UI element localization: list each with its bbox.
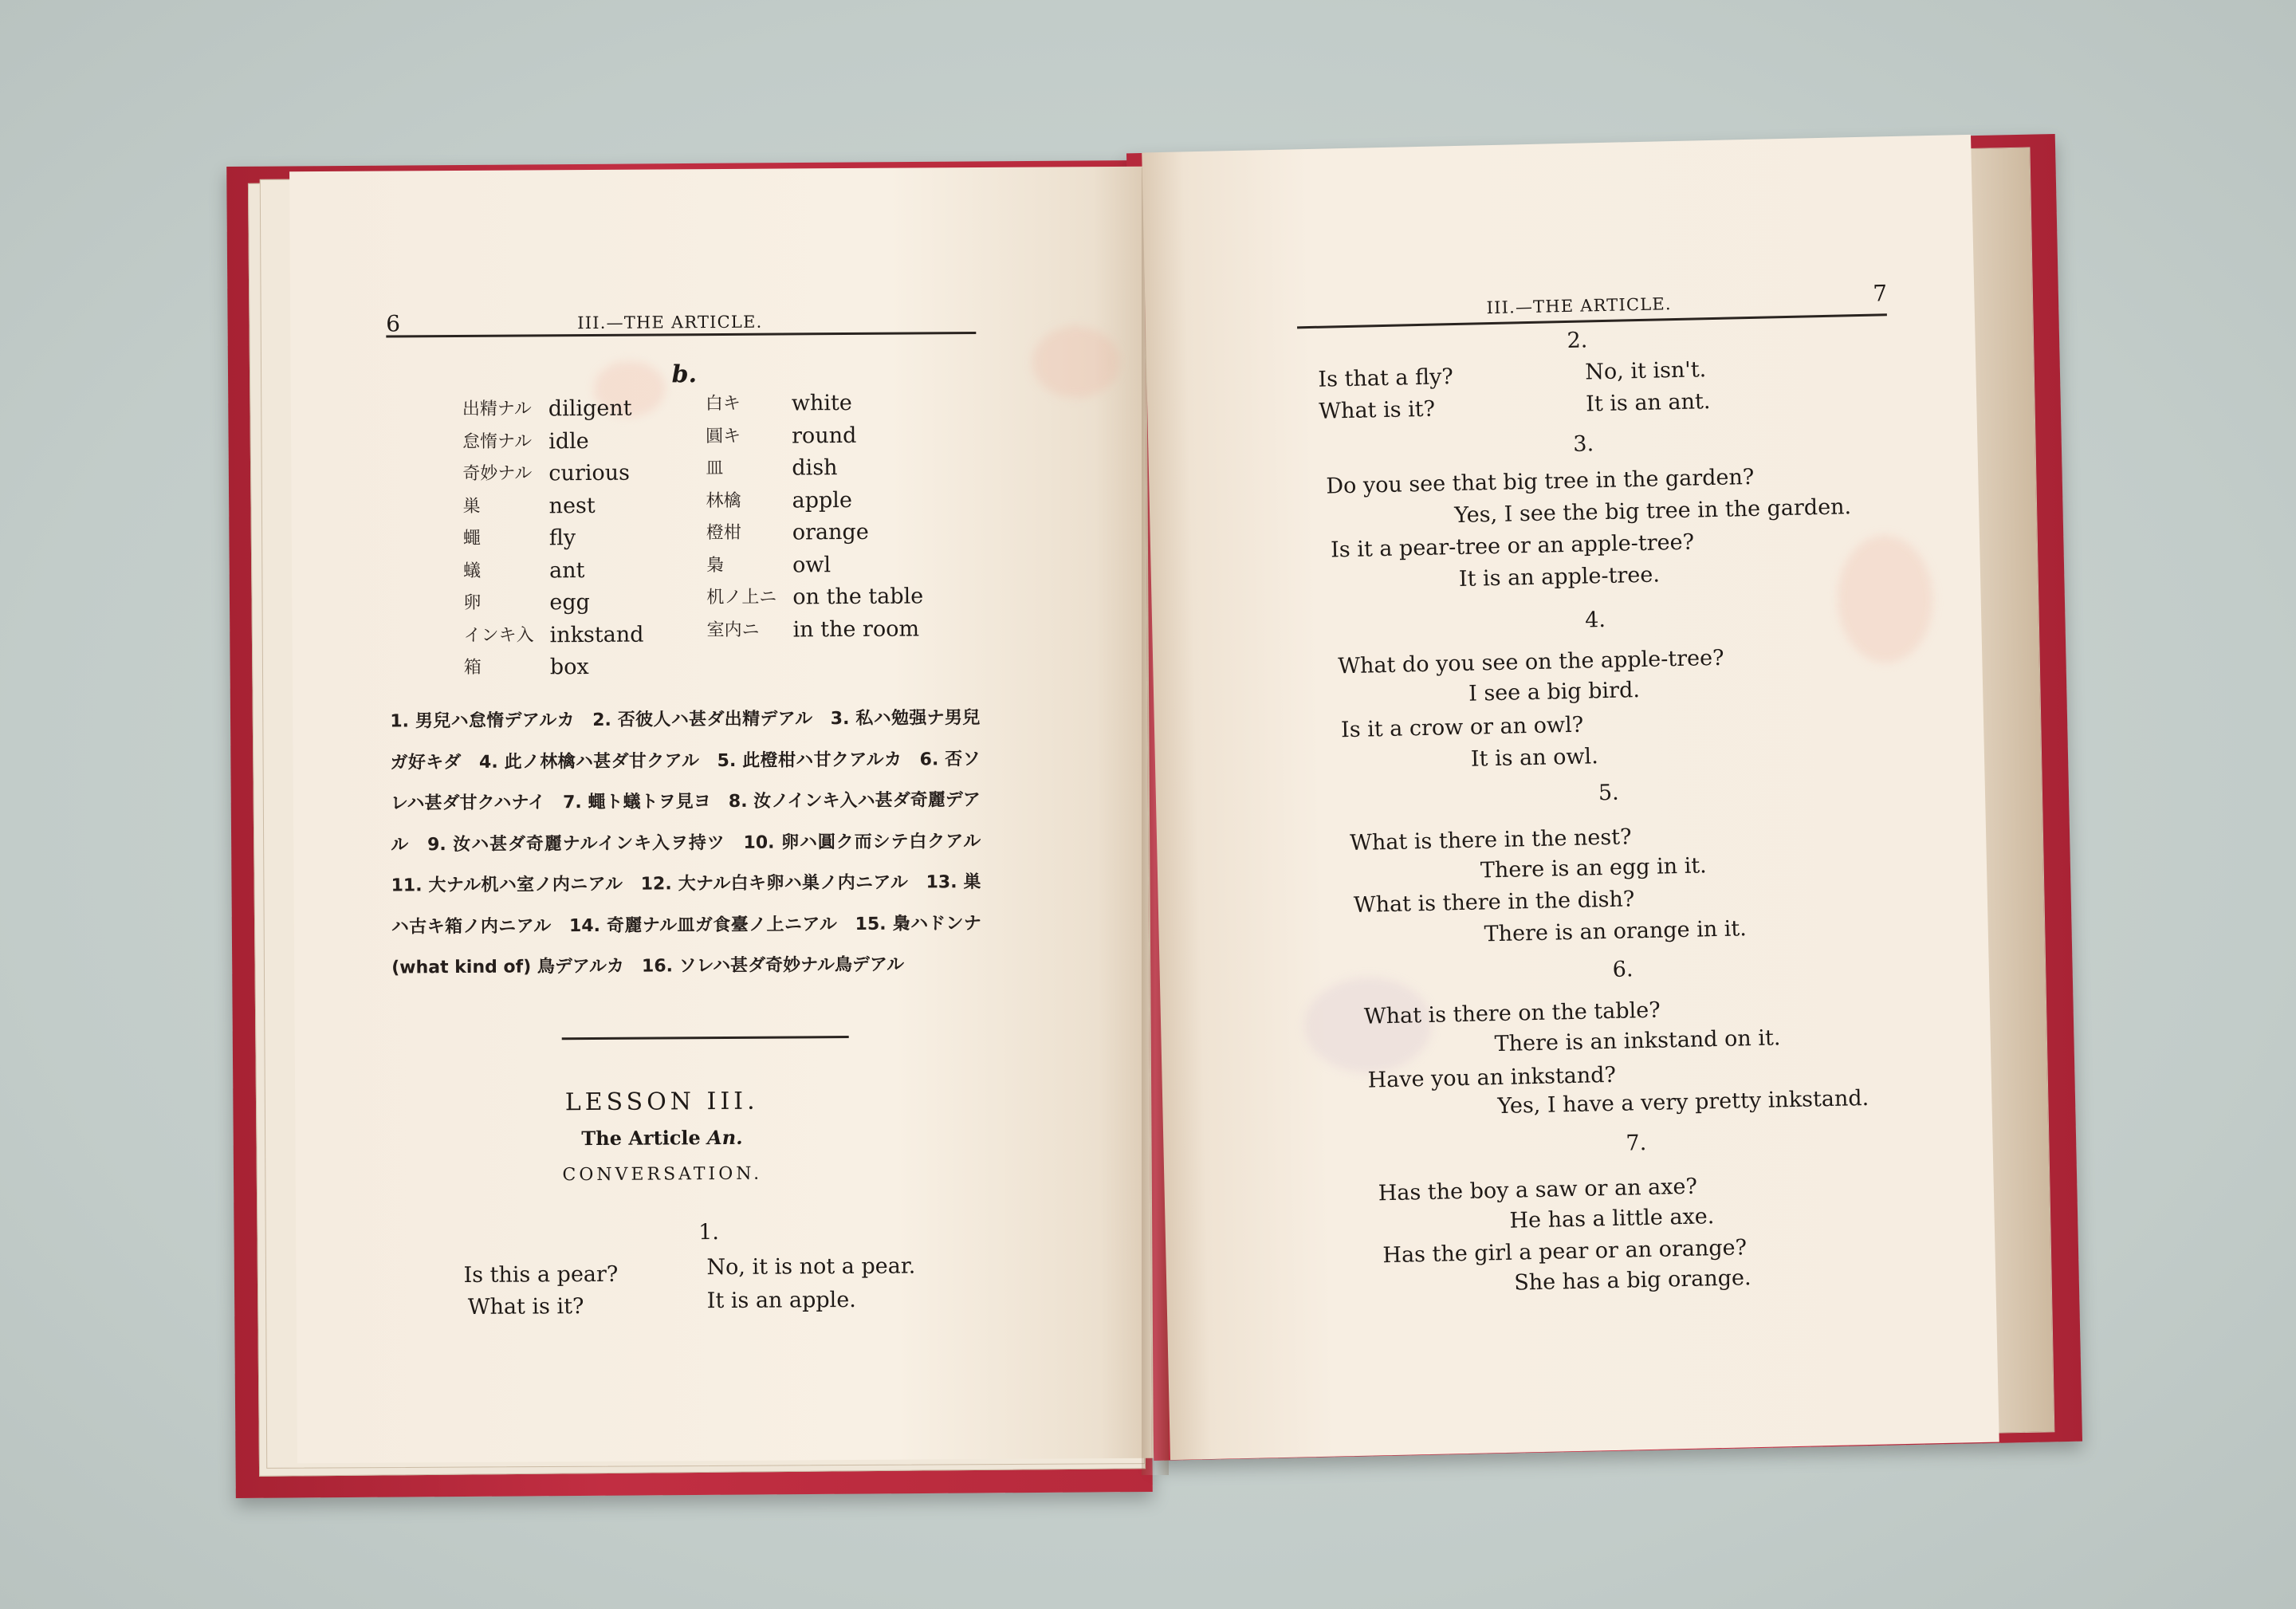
vocab-japanese: 奇妙ナル — [462, 463, 533, 484]
subsection-label: b. — [671, 360, 698, 389]
vocab-english: box — [549, 655, 589, 680]
vocab-entry — [706, 613, 923, 647]
conversation-number: 7. — [1626, 1131, 1647, 1156]
conversation-answer: It is an apple. — [706, 1287, 856, 1314]
conversation-answer: He has a little axe. — [1509, 1204, 1715, 1233]
vocab-japanese: 室内ニ — [706, 620, 760, 640]
vocab-english: ant — [549, 557, 585, 583]
right-page — [1142, 135, 1999, 1460]
vocab-entry — [463, 587, 643, 620]
vocab-japanese: 梟 — [706, 555, 725, 576]
conversation-answer: There is an orange in it. — [1484, 916, 1748, 947]
conversation-question: Do you see that big tree in the garden? — [1326, 464, 1755, 499]
vocab-english: round — [792, 423, 857, 448]
vocab-entry — [706, 580, 923, 614]
conversation-heading: CONVERSATION. — [562, 1163, 763, 1186]
vocab-japanese: 林檎 — [706, 490, 741, 511]
vocab-japanese: 圓キ — [706, 426, 741, 447]
vocab-english: nest — [548, 493, 596, 518]
conversation-question: What is there in the dish? — [1353, 887, 1635, 918]
lesson-subtitle-emphasis: An. — [707, 1125, 743, 1150]
vocab-japanese: 巣 — [462, 496, 481, 517]
vocab-list-left — [462, 393, 644, 685]
lesson-subtitle-text: The Article — [581, 1126, 708, 1151]
exercise-text: 1. 男兒ハ怠惰デアルカ 2. 否彼人ハ甚ダ出精デアル 3. 私ハ勉强ナ男兒ガ好キダ 4. 此ノ林檎ハ甚ダ甘クアル 5. 此橙柑ハ甘クアルカ 6. 否ソレハ甚ダ甘クハナイ 7. 蠅ト蟻トヲ見ヨ 8. 汝ノインキ入ハ甚ダ奇麗デアル 9. 汝ハ甚ダ奇麗ナルインキ入ヲ持ツ 10. 卵ハ圓ク而シテ白クアル 11. 大ナル机ハ室ノ内ニアル 12. 大ナル白キ卵ハ巣ノ内ニアル 13. 巣ハ古キ箱ノ内ニアル 14. 奇麗ナル皿ガ食臺ノ上ニアル 15. 梟ハドンナ (what kind of) 鳥デアルカ 16. ソレハ甚ダ奇妙ナル鳥デアル — [390, 708, 999, 978]
vocab-entry — [706, 549, 923, 582]
vocab-english: diligent — [548, 395, 632, 422]
vocab-entry — [463, 554, 643, 588]
vocab-japanese: 橙柑 — [706, 522, 741, 544]
conversation-number: 2. — [1567, 328, 1588, 353]
conversation-number: 1. — [698, 1220, 720, 1245]
vocab-english: apple — [792, 487, 852, 513]
vocab-entry — [462, 393, 643, 427]
conversation-answer: No, it is not a pear. — [706, 1253, 916, 1281]
stain — [1032, 326, 1120, 399]
vocab-entry — [464, 619, 644, 652]
header-rule — [386, 332, 976, 338]
vocab-japanese: 怠惰ナル — [462, 431, 533, 452]
vocab-japanese: インキ入 — [463, 624, 534, 646]
conversation-answer: It is an owl. — [1470, 744, 1599, 772]
vocab-entry — [462, 458, 643, 491]
vocab-japanese: 皿 — [706, 458, 724, 479]
running-header: III.—THE ARTICLE. — [577, 312, 763, 333]
vocab-japanese: 箱 — [463, 657, 482, 678]
conversation-question: What is it? — [1319, 396, 1436, 424]
vocab-entry — [706, 451, 922, 485]
header-rule — [1297, 313, 1887, 328]
vocab-english: in the room — [792, 616, 920, 642]
vocab-english: owl — [792, 552, 832, 577]
conversation-number: 4. — [1584, 607, 1606, 633]
vocab-english: white — [791, 390, 852, 416]
vocab-entry — [706, 484, 922, 517]
vocab-entry — [463, 490, 643, 523]
vocab-entry — [462, 425, 643, 458]
conversation-question: What is it? — [467, 1294, 584, 1320]
vocab-japanese: 蟻 — [463, 561, 482, 581]
left-page — [289, 167, 1154, 1464]
vocab-english: on the table — [792, 584, 924, 610]
conversation-answer: She has a big orange. — [1513, 1265, 1751, 1296]
lesson-subtitle — [295, 1124, 1028, 1152]
conversation-question: Has the boy a saw or an axe? — [1378, 1174, 1698, 1206]
conversation-answer: There is an inkstand on it. — [1494, 1025, 1781, 1057]
vocab-english: orange — [792, 519, 869, 545]
page-number: 7 — [1872, 280, 1888, 307]
vocab-english: curious — [548, 460, 631, 486]
conversation-number: 3. — [1573, 431, 1594, 457]
vocab-entry — [463, 522, 643, 556]
conversation-question: Is this a pear? — [463, 1261, 619, 1288]
vocab-english: idle — [548, 428, 589, 454]
vocab-entry — [706, 516, 923, 549]
page-number: 6 — [386, 310, 401, 337]
vocab-entry — [706, 387, 922, 420]
vocab-japanese: 白キ — [705, 393, 741, 415]
conversation-question: What is there on the table? — [1363, 997, 1661, 1029]
conversation-answer: It is an apple-tree. — [1458, 562, 1661, 592]
vocab-entry — [464, 651, 644, 685]
conversation-question: Have you an inkstand? — [1367, 1062, 1617, 1093]
conversation-question: What is there in the nest? — [1349, 824, 1632, 856]
lesson-title: LESSON III. — [564, 1087, 759, 1117]
conversation-number: 5. — [1598, 780, 1619, 806]
vocab-english: fly — [548, 525, 576, 551]
vocab-japanese: 蠅 — [462, 528, 481, 549]
conversation-question: Is that a fly? — [1318, 364, 1454, 392]
conversation-answer: There is an egg in it. — [1480, 853, 1708, 883]
vocab-english: dish — [792, 455, 838, 481]
section-rule — [562, 1036, 849, 1040]
conversation-answer: No, it isn't. — [1585, 357, 1707, 385]
conversation-answer: I see a big bird. — [1468, 678, 1641, 706]
conversation-question: What do you see on the apple-tree? — [1338, 645, 1724, 679]
conversation-question: Is it a crow or an owl? — [1340, 712, 1584, 743]
vocab-english: inkstand — [549, 622, 644, 647]
vocab-entry — [706, 419, 922, 453]
conversation-question: Is it a pear-tree or an apple-tree? — [1330, 529, 1695, 563]
conversation-number: 6. — [1612, 957, 1634, 982]
running-header: III.—THE ARTICLE. — [1486, 294, 1673, 318]
stain — [1836, 534, 1934, 664]
vocab-japanese: 出精ナル — [462, 399, 532, 419]
vocab-list-right — [706, 387, 924, 647]
vocab-japanese: 卵 — [463, 592, 482, 613]
conversation-answer: Yes, I have a very pretty inkstand. — [1497, 1085, 1869, 1119]
conversation-question: Has the girl a pear or an orange? — [1382, 1235, 1748, 1269]
conversation-answer: Yes, I see the big tree in the garden. — [1453, 494, 1852, 529]
vocab-japanese: 机ノ上ニ — [706, 587, 777, 608]
vocab-english: egg — [549, 590, 591, 616]
conversation-answer: It is an ant. — [1585, 389, 1711, 417]
